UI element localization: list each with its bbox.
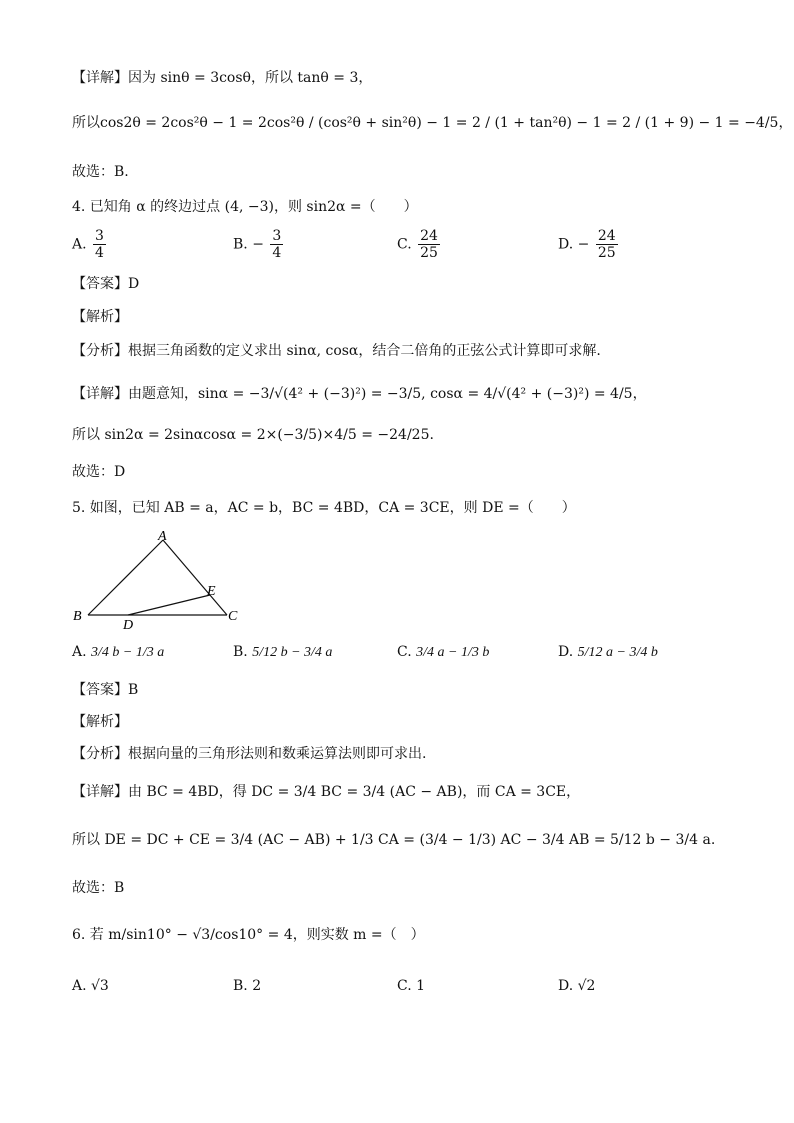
point-label-d: D xyxy=(123,618,134,633)
q5-answer-line xyxy=(72,680,138,700)
side-ab xyxy=(88,540,163,615)
triangle-figure xyxy=(70,528,250,633)
q6-stem: 6. 若 m/sin10° − √3/cos10° = 4，则实数 m =（ ） xyxy=(72,927,425,943)
option-text: 1 xyxy=(416,978,426,994)
prev-derivation-expr: cos2θ = 2cos²θ − 1 = 2cos²θ / (cos²θ + sin²θ) − 1 = 2 / (1 + tan²θ) − 1 = 2 / (1 + 9) − 1 = −4/5， xyxy=(100,115,793,131)
q4-detail-line xyxy=(72,384,647,404)
option-fraction xyxy=(93,228,106,261)
q5-option-c xyxy=(397,644,489,661)
option-label: C. xyxy=(397,978,412,994)
option-sign: − xyxy=(577,236,590,253)
prev-derivation-line xyxy=(72,113,792,133)
q5-stem: 5. 如图，已知 AB = a，AC = b，BC = 4BD，CA = 3CE，则 DE =（ ） xyxy=(72,500,576,516)
fraction-numerator: 24 xyxy=(420,228,438,244)
option-label: D. xyxy=(558,644,574,660)
q5-choose: 故选：B xyxy=(72,880,125,896)
option-label: C. xyxy=(397,644,412,660)
q4-analysis-label: 【分析】 xyxy=(72,343,128,359)
option-label: D. xyxy=(558,978,574,994)
fraction-denominator: 4 xyxy=(95,245,104,261)
option-sign: − xyxy=(252,236,264,253)
q5-option-a xyxy=(72,644,164,661)
q4-answer-line xyxy=(72,274,139,294)
prev-derivation-prefix: 所以 xyxy=(72,115,100,131)
prev-detail-label: 【详解】 xyxy=(72,70,128,86)
option-label: B. xyxy=(233,236,248,253)
point-label-e: E xyxy=(207,584,216,599)
option-text: 3/4 a − 1/3 b xyxy=(416,645,490,660)
option-label: D. xyxy=(558,236,574,253)
q4-option-c xyxy=(397,228,442,261)
q5-option-b xyxy=(233,644,332,661)
q4-answer-value: D xyxy=(128,276,140,292)
fraction-numerator: 3 xyxy=(95,228,104,244)
q4-answer-label: 【答案】 xyxy=(72,276,128,292)
prev-detail-line xyxy=(72,68,372,88)
option-label: B. xyxy=(233,978,248,994)
q4-derivation-line: 所以 sin2α = 2sinαcosα = 2×(−3/5)×4/5 = −24/25. xyxy=(72,427,434,443)
q5-analysis-line xyxy=(72,744,426,764)
option-label: A. xyxy=(72,236,87,253)
q6-option-d xyxy=(558,978,595,994)
point-label-b: B xyxy=(73,609,82,624)
option-fraction xyxy=(418,228,440,261)
q5-detail-label: 【详解】 xyxy=(72,784,128,800)
q5-derivation-line: 所以 DE = DC + CE = 3/4 (AC − AB) + 1/3 CA = (3/4 − 1/3) AC − 3/4 AB = 5/12 b − 3/4 a. xyxy=(72,832,716,848)
q5-detail-line xyxy=(72,782,580,802)
q4-detail-text: 由题意知，sinα = −3/√(4² + (−3)²) = −3/5, cosα = 4/√(4² + (−3)²) = 4/5， xyxy=(128,386,647,402)
option-label: B. xyxy=(233,644,248,660)
prev-detail-text: 因为 sinθ = 3cosθ，所以 tanθ = 3， xyxy=(128,70,373,86)
q5-option-d xyxy=(558,644,658,661)
point-label-c: C xyxy=(228,609,238,624)
q5-analysis-text: 根据向量的三角形法则和数乘运算法则即可求出. xyxy=(128,746,427,762)
q4-option-b xyxy=(233,228,285,261)
option-label: A. xyxy=(72,644,87,660)
fraction-denominator: 25 xyxy=(597,245,616,261)
option-text: 3/4 b − 1/3 a xyxy=(91,645,165,660)
q4-analysis-line xyxy=(72,341,601,361)
q5-answer-label: 【答案】 xyxy=(72,682,128,698)
q5-answer-value: B xyxy=(128,682,139,698)
option-text: √3 xyxy=(91,978,109,994)
q6-option-b xyxy=(233,978,261,994)
q4-stem: 4. 已知角 α 的终边过点 (4, −3)，则 sin2α =（ ） xyxy=(72,199,418,215)
q4-detail-label: 【详解】 xyxy=(72,386,128,402)
option-text: √2 xyxy=(577,978,596,994)
fraction-numerator: 24 xyxy=(597,228,616,244)
fraction-numerator: 3 xyxy=(272,228,282,244)
option-label: A. xyxy=(72,978,87,994)
q5-analysis-label: 【分析】 xyxy=(72,746,128,762)
q5-analysis-title: 【解析】 xyxy=(72,714,128,730)
fraction-denominator: 4 xyxy=(272,245,282,261)
q4-analysis-title: 【解析】 xyxy=(72,309,128,325)
prev-choose: 故选：B. xyxy=(72,164,129,180)
segment-de xyxy=(128,595,210,615)
q6-option-c xyxy=(397,978,425,994)
option-fraction xyxy=(596,228,618,261)
q4-option-d xyxy=(558,228,620,261)
option-label: C. xyxy=(397,236,412,253)
q4-analysis-text: 根据三角函数的定义求出 sinα, cosα，结合二倍角的正弦公式计算即可求解. xyxy=(128,343,601,359)
option-text: 5/12 b − 3/4 a xyxy=(252,645,333,660)
option-text: 5/12 a − 3/4 b xyxy=(577,645,658,660)
q6-option-a xyxy=(72,978,109,994)
option-fraction xyxy=(270,228,283,261)
fraction-denominator: 25 xyxy=(420,245,438,261)
q5-detail-text: 由 BC = 4BD，得 DC = 3/4 BC = 3/4 (AC − AB)，而 CA = 3CE， xyxy=(128,784,581,800)
q4-option-a xyxy=(72,228,108,261)
option-text: 2 xyxy=(252,978,262,994)
point-label-a: A xyxy=(158,529,167,544)
q4-choose: 故选：D xyxy=(72,464,126,480)
